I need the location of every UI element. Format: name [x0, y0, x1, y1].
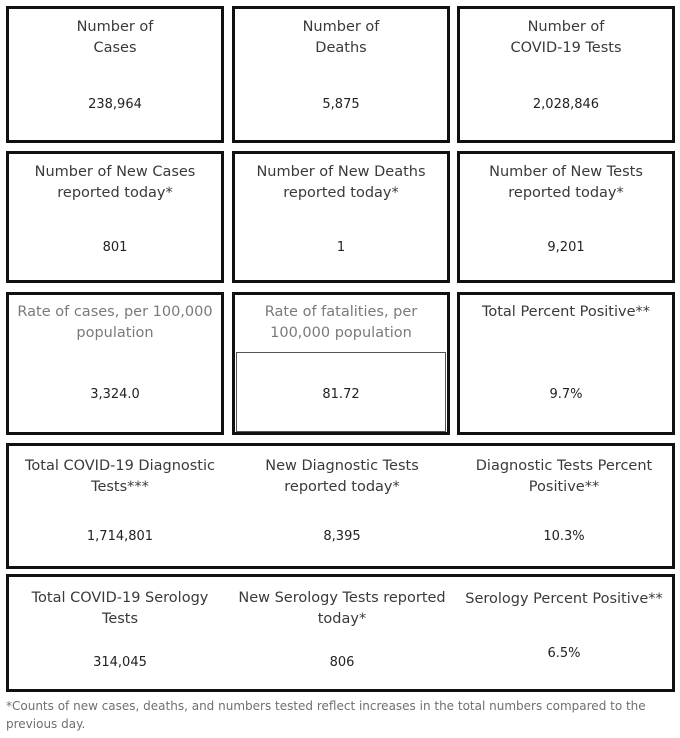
- card-label: Diagnostic Tests Percent Positive**: [475, 458, 653, 495]
- card-label: Number of New Cases reported today*: [34, 164, 196, 201]
- card-label: Rate of fatalities, per 100,000 population: [264, 304, 418, 341]
- card-fatality-rate: [232, 292, 450, 435]
- card-value: 6.5%: [547, 646, 581, 661]
- card-tests: [457, 6, 675, 143]
- serology-total: [9, 577, 231, 689]
- card-label: Number of COVID-19 Tests: [510, 19, 622, 56]
- card-new-cases: [6, 151, 224, 283]
- diagnostic-percent: [453, 446, 675, 566]
- card-label: Serology Percent Positive**: [465, 591, 663, 607]
- card-label: Number of New Deaths reported today*: [256, 164, 426, 201]
- card-value: 81.72: [322, 387, 360, 402]
- serology-percent: [453, 577, 675, 689]
- footnote: *Counts of new cases, deaths, and numbers tested reflect increases in the total numbers compared to the previous day.: [6, 699, 646, 731]
- card-serology-tests: [6, 574, 675, 692]
- card-label: New Diagnostic Tests reported today*: [265, 458, 419, 495]
- card-new-deaths: [232, 151, 450, 283]
- card-value: 2,028,846: [532, 97, 600, 112]
- card-label: Number of Deaths: [302, 19, 380, 56]
- card-label: Total COVID-19 Diagnostic Tests***: [25, 458, 215, 495]
- card-percent-positive: [457, 292, 675, 435]
- card-value: 806: [329, 655, 355, 670]
- serology-new: [231, 577, 453, 689]
- diagnostic-total: [9, 446, 231, 566]
- card-value: 8,395: [323, 529, 361, 544]
- card-value: 10.3%: [543, 529, 585, 544]
- card-value: 801: [102, 240, 128, 255]
- card-value: 1: [336, 240, 346, 255]
- card-diagnostic-tests: [6, 443, 675, 569]
- card-value: 5,875: [322, 97, 360, 112]
- card-new-tests: [457, 151, 675, 283]
- card-value: 314,045: [93, 655, 147, 670]
- card-value: 3,324.0: [90, 387, 140, 402]
- card-label: Total COVID-19 Serology Tests: [31, 590, 209, 627]
- card-label: Number of Cases: [76, 19, 154, 56]
- card-value: 9.7%: [549, 387, 583, 402]
- diagnostic-new: [231, 446, 453, 566]
- card-deaths: [232, 6, 450, 143]
- card-value: 238,964: [88, 97, 142, 112]
- card-value: 9,201: [547, 240, 585, 255]
- card-label: Total Percent Positive**: [481, 304, 651, 320]
- card-label: New Serology Tests reported today*: [238, 590, 446, 627]
- card-label: Number of New Tests reported today*: [489, 164, 643, 201]
- card-value: 1,714,801: [86, 529, 154, 544]
- card-label: Rate of cases, per 100,000 population: [17, 304, 213, 341]
- card-case-rate: [6, 292, 224, 435]
- card-cases: [6, 6, 224, 143]
